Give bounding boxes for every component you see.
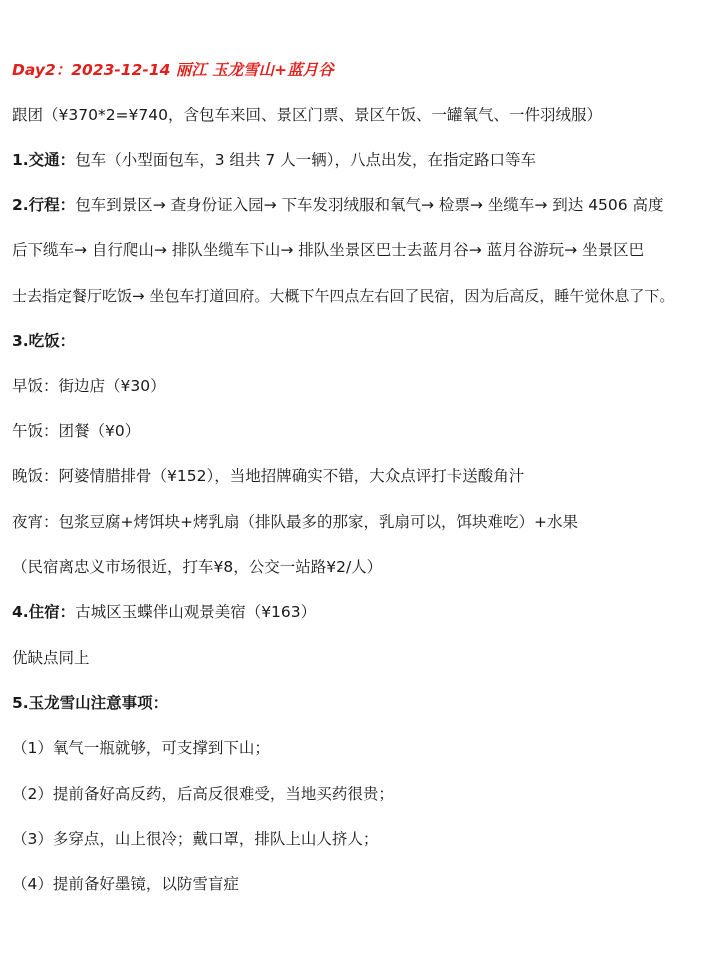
tour-info: 跟团（¥370*2=¥740，含包车来回、景区门票、景区午饭、一罐氧气、一件羽绒服） bbox=[12, 106, 602, 124]
meal-lunch: 午饭：团餐（¥0） bbox=[12, 422, 141, 440]
lodging-section bbox=[12, 601, 712, 623]
traffic-heading: 1.交通： bbox=[12, 151, 76, 169]
meal-supper: 夜宵：包浆豆腐+烤饵块+烤乳扇（排队最多的那家，乳扇可以，饵块难吃）+水果 bbox=[12, 513, 578, 531]
note-item-1: （1）氧气一瓶就够，可支撑到下山； bbox=[12, 739, 270, 757]
lodging-text: 古城区玉蝶伴山观景美宿（¥163） bbox=[75, 603, 317, 621]
itinerary-section bbox=[12, 194, 712, 216]
meal-note: （民宿离忠义市场很近，打车¥8，公交一站路¥2/人） bbox=[12, 558, 383, 576]
traffic-section bbox=[12, 149, 712, 171]
lodging-note: 优缺点同上 bbox=[12, 649, 90, 667]
meal-breakfast: 早饭：街边店（¥30） bbox=[12, 377, 166, 395]
itinerary-heading: 2.行程： bbox=[12, 196, 76, 214]
note-item-2: （2）提前备好高反药，后高反很难受，当地买药很贵； bbox=[12, 785, 394, 803]
itinerary-line-2: 后下缆车→ 自行爬山→ 排队坐缆车下山→ 排队坐景区巴士去蓝月谷→ 蓝月谷游玩→ 坐景区巴 bbox=[12, 241, 645, 259]
note-item-3: （3）多穿点，山上很冷；戴口罩，排队上山人挤人； bbox=[12, 830, 379, 848]
lodging-heading: 4.住宿： bbox=[12, 603, 76, 621]
notes-heading: 5.玉龙雪山注意事项： bbox=[12, 694, 169, 712]
itinerary-line-1: 包车到景区→ 查身份证入园→ 下车发羽绒服和氧气→ 检票→ 坐缆车→ 到达 4506 高度 bbox=[75, 196, 664, 214]
note-item-4: （4）提前备好墨镜，以防雪盲症 bbox=[12, 875, 239, 893]
meals-heading: 3.吃饭： bbox=[12, 332, 76, 350]
itinerary-line-3: 士去指定餐厅吃饭→ 坐包车打道回府。大概下午四点左右回了民宿，因为后高反，睡午觉休息了下。 bbox=[12, 287, 675, 305]
day-title: Day2：2023-12-14 丽江 玉龙雪山+蓝月谷 bbox=[12, 61, 334, 79]
traffic-text: 包车（小型面包车，3 组共 7 人一辆），八点出发，在指定路口等车 bbox=[75, 151, 536, 169]
meal-dinner: 晚饭：阿婆情腊排骨（¥152），当地招牌确实不错，大众点评打卡送酸角汁 bbox=[12, 467, 525, 485]
